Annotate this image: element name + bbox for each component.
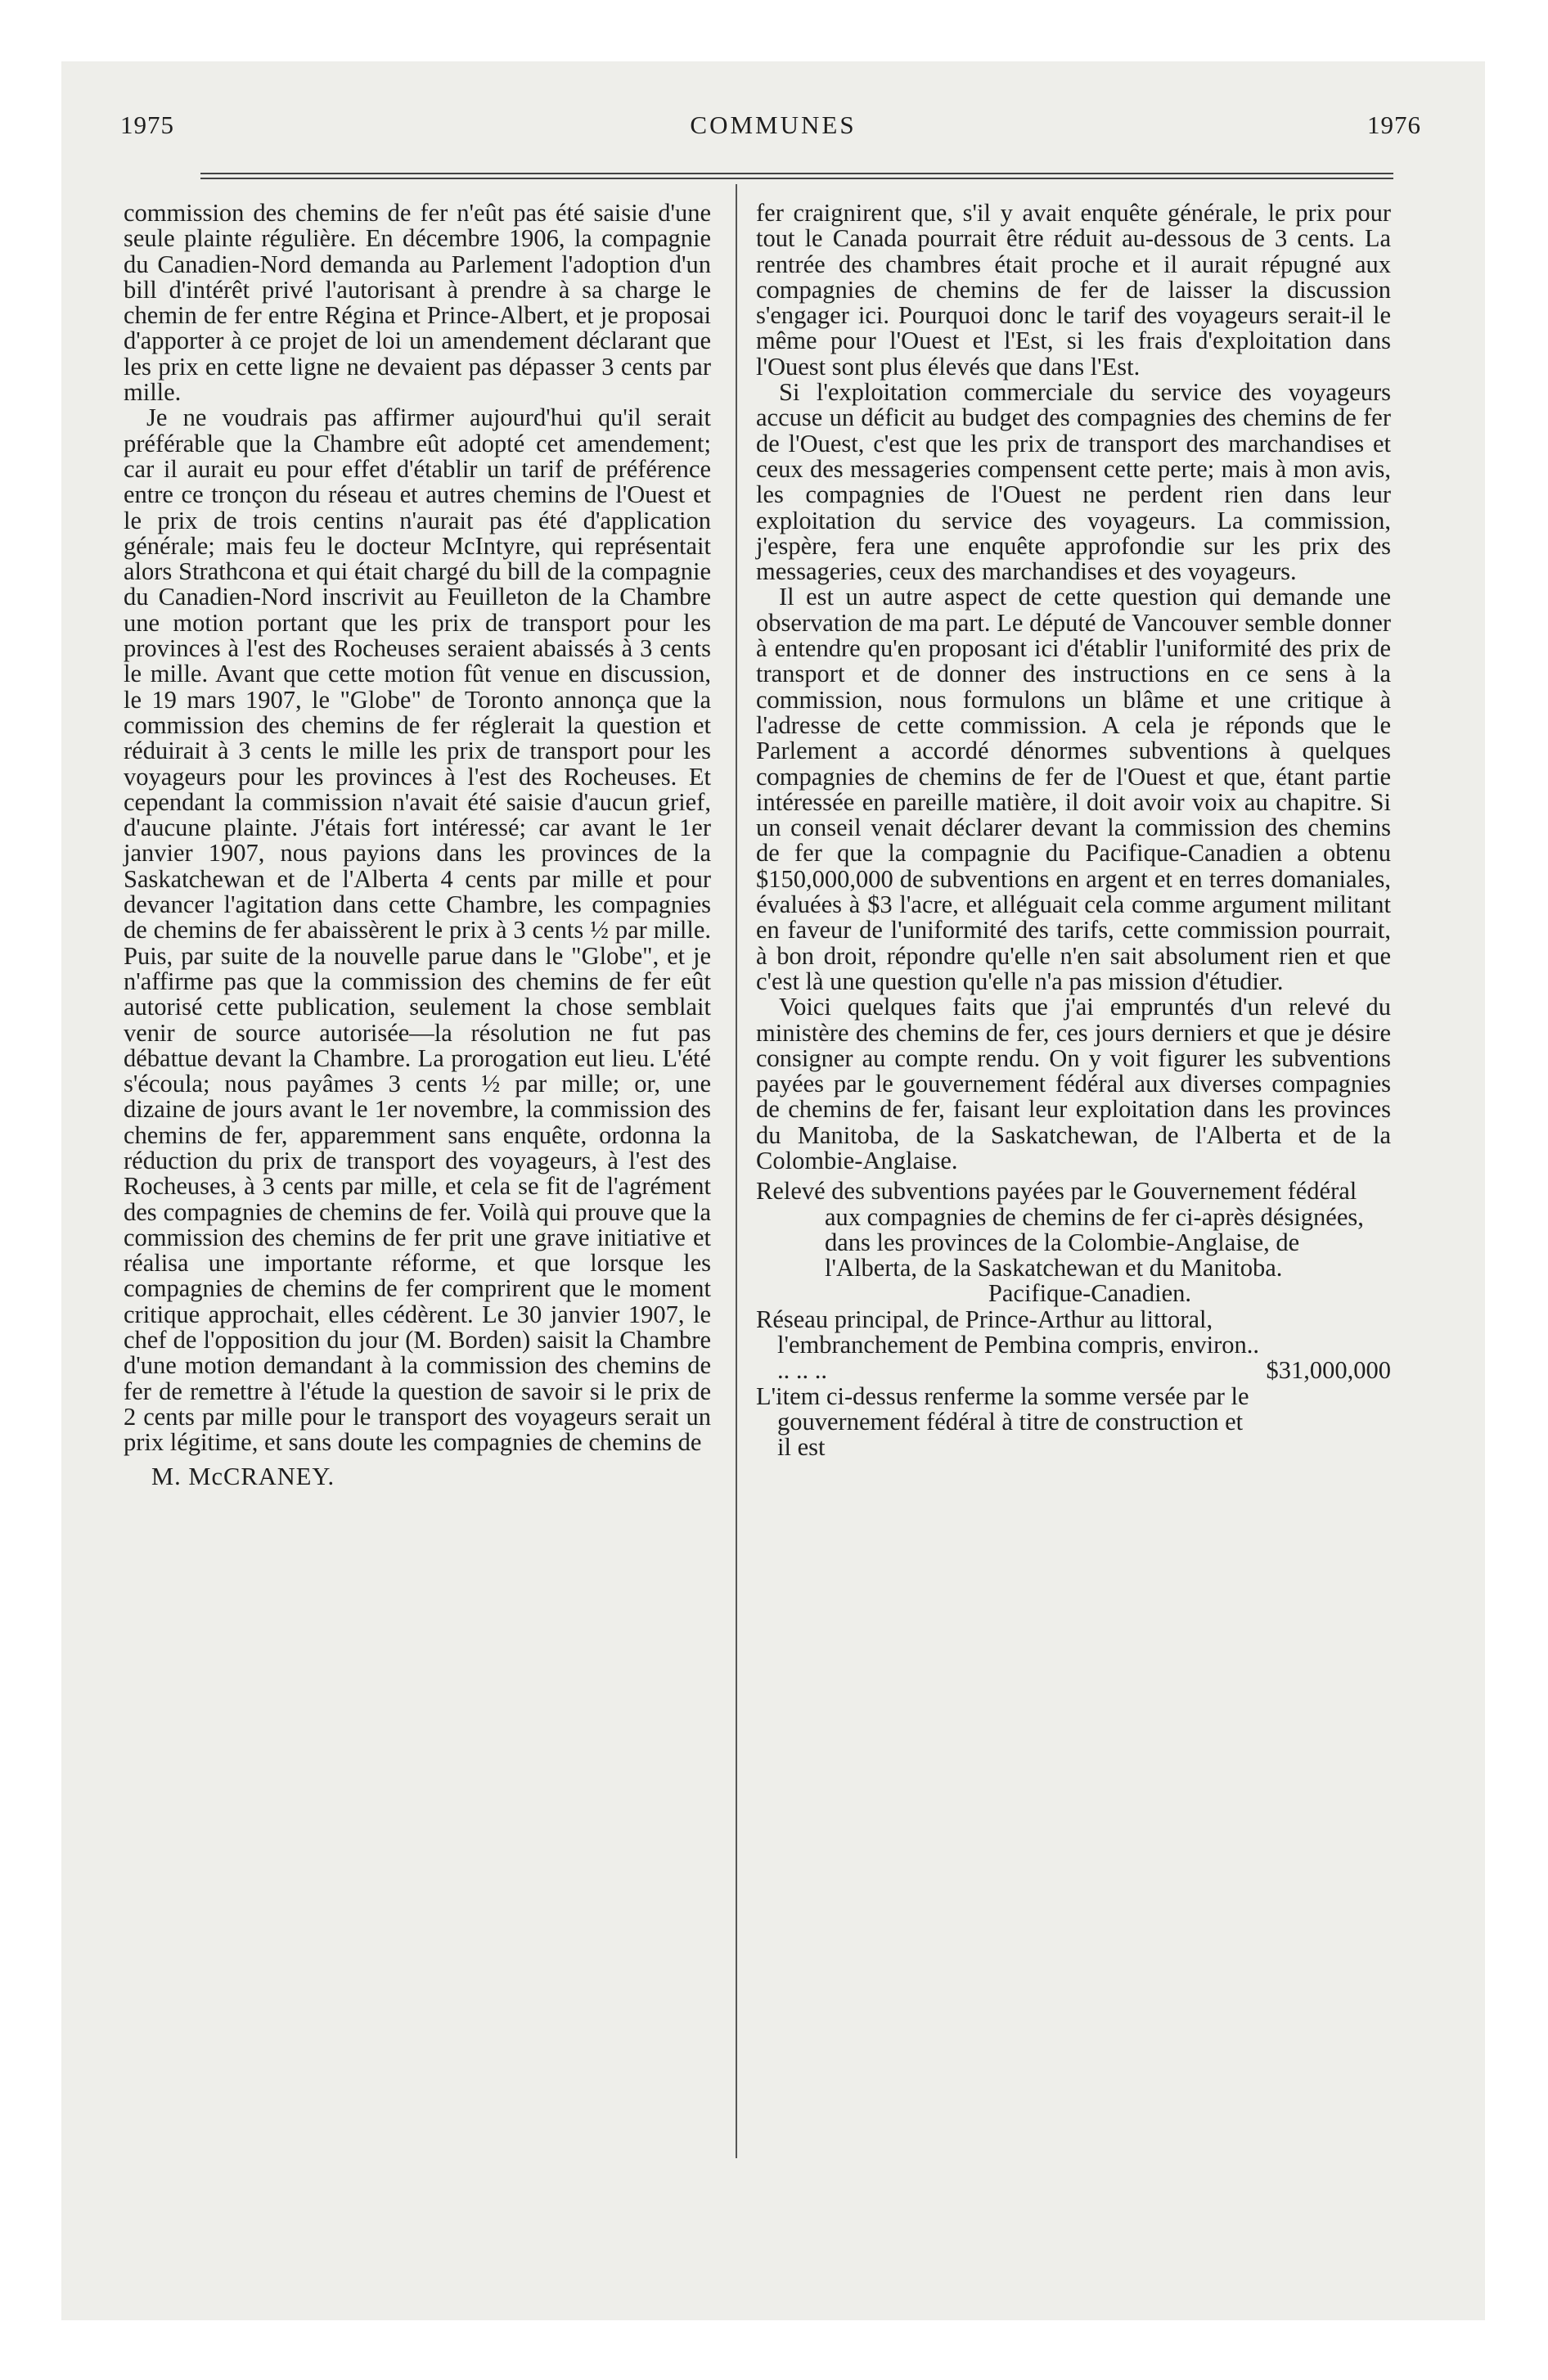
left-paragraph-1: commission des chemins de fer n'eût pas été saisie d'une seule plainte régulière. En décembre 1906, la compagnie du Canadien-Nord demanda au Parlement l'adoption d'un bill d'intérêt privé l'autorisant à prendre à sa charge le chemin de fer entre Régina et Prince-Albert, et je proposai d'apporter à ce projet de loi un amendement déclarant que les prix en cette ligne ne devaient pas dépasser 3 cents par mille.	[124, 199, 711, 407]
left-column	[124, 201, 711, 1490]
subsidy-entry-amount: $31,000,000	[1266, 1356, 1391, 1385]
page-header	[61, 110, 1485, 160]
page-sheet	[61, 61, 1485, 2320]
header-rule-bottom	[200, 178, 1393, 179]
railway-company-subheading: Pacifique-Canadien.	[988, 1279, 1192, 1308]
subsidy-entry	[756, 1307, 1391, 1384]
left-paragraph-2: Je ne voudrais pas affirmer aujourd'hui qu'il serait préférable que la Chambre eût adopté cet amendement; car il aurait eu pour effet d'établir un tarif de préférence entre ce tronçon du réseau et autres chemins de l'Ouest et le prix de trois centins n'aurait pas été d'application générale; mais feu le docteur McIntyre, qui représentait alors Strathcona et qui était chargé du bill de la compagnie du Canadien-Nord inscrivit au Feuilleton de la Chambre une motion portant que les prix de transport pour les provinces à l'est des Rocheuses seraient abaissés à 3 cents le mille. Avant que cette motion fût venue en discussion, le 19 mars 1907, le "Globe" de Toronto annonça que la commission des chemins de fer réglerait la question et réduirait à 3 cents le mille les prix de transport pour les voyageurs pour les provinces à l'est des Rocheuses. Et cependant la commission n'avait été saisie d'aucun grief, d'aucune plainte. J'étais fort intéressé; car avant le 1er janvier 1907, nous payions dans les provinces de la Saskatchewan et de l'Alberta 4 cents par mille et pour devancer l'agitation dans cette Chambre, les compagnies de chemins de fer abaissèrent le prix à 3 cents ½ par mille. Puis, par suite de la nouvelle parue dans le "Globe", et je n'affirme pas que la commission des chemins de fer eût autorisé cette publication, seulement la chose semblait venir de source autorisée—la résolution ne fut pas débattue devant la Chambre. La prorogation eut lieu. L'été s'écoula; nous payâmes 3 cents ½ par mille; or, une dizaine de jours avant le 1er novembre, la commission des chemins de fer, apparemment sans enquête, ordonna la réduction du prix de transport des voyageurs, à l'est des Rocheuses, à 3 cents par mille, et cela se fit de l'agrément des compagnies de chemins de fer. Voilà qui prouve que la commission des chemins de fer prit une grave initiative et réalisa une importante réforme, et que lorsque les compagnies de chemins de fer comprirent que le moment critique approchait, elles cédèrent. Le 30 janvier 1907, le chef de l'opposition du jour (M. Borden) saisit la Chambre d'une motion demandant à la commission des chemins de fer de remettre à l'étude la question de savoir si le prix de 2 cents par mille pour le transport des voyageurs serait un prix légitime, et sans doute les compagnies de chemins de	[124, 403, 711, 1457]
right-paragraph-4: Voici quelques faits que j'ai empruntés d'un relevé du ministère des chemins de fer, ces jours derniers et que je désire consigner au compte rendu. On y voit figurer les subventions payées par le gouvernement fédéral aux diverses compagnies de chemins de fer, faisant leur exploitation dans les provinces du Manitoba, de la Saskatchewan, de l'Alberta et de la Colombie-Anglaise.	[756, 993, 1391, 1174]
header-rule-top	[200, 173, 1393, 174]
right-paragraph-2: Si l'exploitation commerciale du service des voyageurs accuse un déficit au budget des compagnies des chemins de fer de l'Ouest, c'est que les prix de transport des marchandises et ceux des messageries compensent cette perte; mais à mon avis, les compagnies de l'Ouest ne perdent rien dans leur exploitation du service des voyageurs. La commission, j'espère, fera une enquête approfondie sur les prix des messageries, ceux des marchandises et des voyageurs.	[756, 378, 1391, 586]
subsidy-entry-description: Réseau principal, de Prince-Arthur au littoral, l'embranchement de Pembina compris, environ.. .. .. ..	[756, 1305, 1260, 1385]
running-title: COMMUNES	[690, 110, 857, 139]
page-number-left: 1975	[120, 110, 174, 139]
subsidy-statement-heading: Relevé des subventions payées par le Gouvernement fédéral aux compagnies de chemins de fer ci-après désignées, dans les provinces de la Colombie-Anglaise, de l'Alberta, de la Saskatchewan et du Manitoba.	[756, 1177, 1364, 1282]
column-divider	[736, 184, 737, 2158]
speaker-signature: M. McCRANEY.	[151, 1462, 335, 1490]
page-number-right: 1976	[1367, 110, 1421, 139]
right-paragraph-1: fer craignirent que, s'il y avait enquête générale, le prix pour tout le Canada pourrait être réduit au-dessous de 3 cents. La rentrée des chambres était proche et il aurait répugné aux compagnies de chemins de fer de laisser la discussion s'engager ici. Pourquoi donc le tarif des voyageurs serait-il le même pour l'Ouest et l'Est, si les frais d'exploitation dans l'Ouest sont plus élevés que dans l'Est.	[756, 199, 1391, 381]
right-column	[756, 201, 1391, 1461]
subsidy-note: L'item ci-dessus renferme la somme versée par le gouvernement fédéral à titre de construction et il est	[756, 1382, 1249, 1462]
right-paragraph-3: Il est un autre aspect de cette question qui demande une observation de ma part. Le député de Vancouver semble donner à entendre qu'en proposant ici d'établir l'uniformité des prix de transport et de donner des instructions en ce sens à la commission, nous formulons un blâme et une critique à l'adresse de cette commission. A cela je réponds que le Parlement a accordé dénormes subventions à quelques compagnies de chemins de fer de l'Ouest et que, étant partie intéressée en pareille matière, il doit avoir voix au chapitre. Si un conseil venait déclarer devant la commission des chemins de fer que la compagnie du Pacifique-Canadien a obtenu $150,000,000 de subventions en argent et en terres domaniales, évaluées à $3 l'acre, et alléguait cela comme argument militant en faveur de l'uniformité des tarifs, cette commission pourrait, à bon droit, répondre qu'elle n'en sait absolument rien et que c'est là une question qu'elle n'a pas mission d'étudier.	[756, 583, 1391, 995]
